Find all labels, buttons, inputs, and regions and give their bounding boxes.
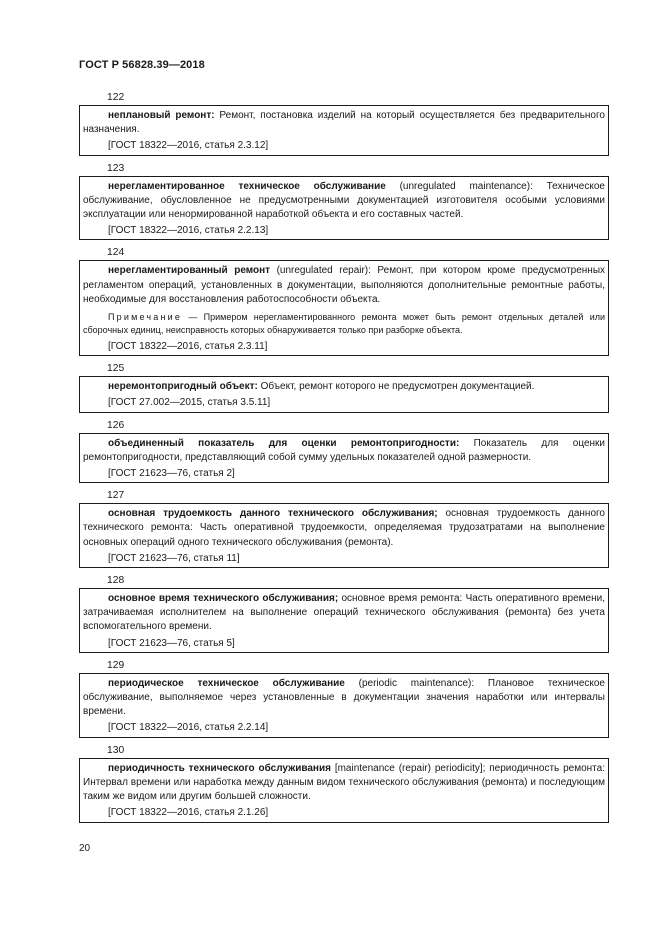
definition-box [79,503,609,568]
term-definition: основное время ремонта: Часть оперативного времени, затрачиваемая исполнителем на выполнение операций технического обслуживания (ремонта) без учета вспомогательного времени. [83,593,605,633]
definition-box [79,176,609,241]
note-paragraph [83,311,605,336]
term-definition: Объект, ремонт которого не предусмотрен документацией. [257,381,535,393]
source-reference: [ГОСТ 18322—2016, статья 2.2.13] [108,225,269,237]
term-name: нерегламентированное техническое обслуживание [108,180,386,192]
term-entries [79,91,609,823]
definition-box [79,588,609,653]
term-entry-122 [79,91,609,156]
note-label: Примечание [108,312,183,323]
page-number: 20 [79,843,91,854]
note-text: — Примером нерегламентированного ремонта может быть ремонт отдельных деталей или сборочных единиц, неисправность которых обнаруживается только при разборке объекта. [83,312,605,335]
term-entry-123 [79,162,609,241]
source-reference: [ГОСТ 21623—76, статья 2] [108,468,235,480]
term-entry-128 [79,574,609,653]
entry-number: 130 [107,744,125,756]
term-name: основное время технического обслуживания; [108,593,339,605]
term-entry-124 [79,246,609,356]
entry-number: 128 [107,575,125,587]
source-reference: [ГОСТ 21623—76, статья 5] [108,637,235,649]
term-entry-129 [79,659,609,738]
term-entry-127 [79,489,609,568]
source-reference: [ГОСТ 18322—2016, статья 2.1.26] [108,807,269,819]
entry-number: 122 [107,92,125,103]
source-reference: [ГОСТ 18322—2016, статья 2.2.14] [108,722,269,734]
term-name: неплановый ремонт: [108,110,215,121]
term-definition: (periodic maintenance): Плановое техническое обслуживание, выполняемое через установленные в документации значения наработки или интервалы времени. [83,677,605,718]
term-definition: (unregulated maintenance): Техническое обслуживание, обусловленное не предусмотренными документацией изготовителя особыми условиями эксплуатации или ненормированной наработкой объекта и его составных частей. [83,180,605,221]
source-reference: [ГОСТ 18322—2016, статья 2.3.12] [108,140,269,152]
term-entry-130 [79,744,609,823]
entry-number: 129 [107,659,125,671]
term-name: нерегламентированный ремонт [108,265,271,277]
source-reference: [ГОСТ 21623—76, статья 11] [108,552,240,564]
definition-box [79,105,609,156]
term-definition: (unregulated repair): Ремонт, при котором кроме предусмотренных регламентом операций, установленных в документации, выполняются дополнительные ремонтные работы, необходимые для восстановления работоспособности объекта. [83,265,606,305]
term-name: периодичность технического обслуживания [108,762,331,774]
definition-box [79,433,609,484]
entry-number: 127 [107,490,125,502]
entry-number: 126 [107,419,125,431]
document-header: ГОСТ Р 56828.39—2018 [79,59,205,71]
term-definition: [maintenance (repair) periodicity]; периодичность ремонта: Интервал времени или наработка между данным видом технического обслуживания (ремонта) и последующим таким же видом или другим большей сложности. [83,762,605,803]
definition-box [79,376,609,412]
term-definition: Ремонт, постановка изделий на который осуществляется без предварительного назначения. [83,110,605,136]
definition-box [79,260,609,356]
entry-number: 124 [107,247,125,259]
entry-number: 125 [107,363,125,375]
term-name: основная трудоемкость данного технического обслуживания; [108,508,438,520]
source-reference: [ГОСТ 27.002—2015, статья 3.5.11] [108,397,271,409]
term-name: неремонтопригодный объект: [108,381,258,393]
entry-number: 123 [107,162,125,174]
term-definition: основная трудоемкость данного технического ремонта: Часть оперативной трудоемкости, определяемая трудозатратами на выполнение основных операций одного технического обслуживания (ремонта). [83,508,605,548]
term-entry-126 [79,419,609,484]
source-reference: [ГОСТ 18322—2016, статья 2.3.11] [108,341,268,353]
term-entry-125 [79,362,609,412]
definition-box [79,758,609,823]
definition-box [79,673,609,738]
term-name: объединенный показатель для оценки ремонтопригодности: [108,437,460,449]
term-definition: Показатель для оценки ремонтопригодности, представляющий собой сумму удельных показателей одной размерности. [83,437,606,463]
term-name: периодическое техническое обслуживание [108,677,345,689]
